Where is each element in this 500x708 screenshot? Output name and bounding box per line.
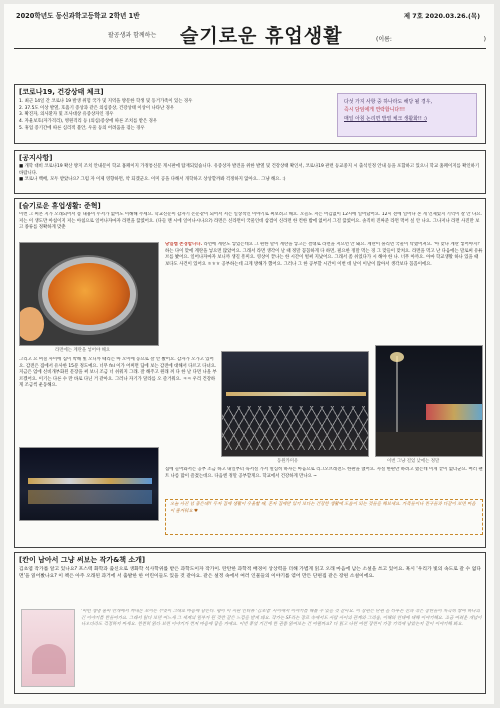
corona-callout [337, 93, 477, 137]
corona-item: 3. 확진자, 의사환자 및 조사대상 유증상자인 경우 [19, 112, 114, 118]
photo-caption: 이번 그냥 걸었 낮에는 정말 [387, 459, 440, 464]
ramen-photo [19, 242, 159, 346]
corona-check-list [19, 99, 319, 132]
newsletter-page [4, 4, 494, 704]
callout-line: 매일 아침 논리면 발열 체크 생활화!! :) [344, 115, 427, 122]
tagline: 팔공생과 함께하는 [108, 32, 157, 39]
corona-item: 5. 휴업 증기간에 따른 심리적 불안, 우울 등의 어려움을 겪는 경우 [19, 125, 145, 131]
page-title: 슬기로운 휴업생활 [180, 25, 343, 47]
streetlight [396, 356, 398, 436]
corona-item: 2. 37.5도 이상 발열, 호흡기 증상과 같은 의심증상, 건강상태 이상이 나타난 경우 [19, 105, 175, 111]
road [376, 432, 483, 457]
name-close: ) [483, 36, 486, 43]
street-photo [375, 345, 483, 457]
book-title: [칸이 남아서 그냥 써보는 작가&책 소개] [19, 556, 146, 564]
egg [19, 307, 44, 341]
issue-info: 제 7호 2020.03.26.(목) [403, 12, 480, 20]
name-label: (이름: [376, 36, 392, 43]
diary-paragraph-bottom: 집에 들어와서는 공부 조금 하고 내일부터 독서실 가서 열심히 하자는 마음으로 리그오브레전드 한판을 했어요. 사실 한판만 하려고 했는데 이게 끝이 없더군요. 여러 팬트 나름 많이 즐겼는데요. 다음엔 정말 공부할게요. 학교에서 건강하게 만나요 ~ [165, 467, 483, 479]
header-divider [14, 48, 486, 49]
book-cover-art [32, 644, 66, 674]
streetlight-glow [390, 352, 404, 362]
notice-section [14, 150, 486, 194]
diary-quote: 오늘 사진 넘 좋은데!! 두자 집에 생활이 우울할 때, 혼자 집에만 있기 보다는 건강한 생활에 도움이 되는 것들을 해보세요. 가족들이나 친구들과 다같이 보면 마음이 즐거워요 ♥ [165, 499, 483, 535]
railing [222, 406, 369, 450]
book-cover [21, 609, 75, 687]
water-reflection [28, 490, 152, 504]
diary-highlight: 당일쌤 존경합니다. [165, 242, 203, 247]
shop-lights [426, 404, 482, 420]
city-lights [28, 478, 152, 484]
ramen-soup [48, 263, 130, 325]
book-intro: 김초엽 작가를 알고 있나요? 포스텍 화학과 출신으로 생화학 석사학위를 받은 과학도이자 작가이. 탄탄한 과학적 배경이 상상력을 더해 가볍게 읽고 오래 마음에 남는 소설을 쓰고 있어요. 혹시 '우리가 빛의 속도로 갈 수 없다면'을 읽어봤나요? 이 책은 아주 오래된 과거에 서 출발한 한 어린이들도 있을 것 같아요. 같은 설정 속에서 여러 인물들의 이야기를 엮어 만든 단편집 같은 장편 소설이에요. [19, 567, 481, 580]
diary-title: [슬기로운 휴업생활: 준혁] [19, 202, 101, 210]
bridge-lights [226, 392, 366, 396]
school-line: 2020학년도 동신과학고등학교 2학년 1반 [16, 12, 140, 20]
corona-item: 4. 자율보호(자가격리), 병원격리 등 (의심)증상에 따른 조치를 받은 경우 [19, 118, 158, 124]
corona-check-title: [코로나19, 건강상태 체크] [19, 88, 104, 96]
name-field [376, 36, 486, 45]
diary-paragraph-mid [165, 242, 483, 346]
diary-paragraph-mid-text: 라면에 계란도 넣었는데요 그 편한 말이 계란을 넣고는 결대로 라면을 저으면 안 돼요. 계란이 풀리면 국물이 탁했어져요. '아 맞다 계란 넣어야지!' 하는 다이 맞에 계란을 넣으면 많았어요. 그래서 라면 생각이 날 때 정말 꼼꼼하게 다 하면, 필요한 정말 먹는 경 그 맞들이 맞쳐요. 라면을 먹고 난 다음에는 말로써 유튜브를 봤어요. 일어나자마자 보니까 생길 흥미요. 영상이 끝나는 한 시간이 벌써 지났어요. 그래서 좀 쉬었다가 시 해야 한 나. 너무 아까요. 아마 학교생활 하나 있을 때 보다도 사건이 있어요 ㅎㅎㅎ 공부하는데 크게 방해가 했어요. 그러나 그 한 공부할 시간이 이번 데 날이 이날이 많아서 생각보다 꼼꼼이에요. [165, 242, 483, 267]
corona-item: 1. 최근 14일 간 코로나 19 발생 위험 국가 및 지역을 방문한 학생 및 동거가족이 있는 경우 [19, 99, 193, 105]
corona-check-section [14, 84, 486, 144]
diary-paragraph-top: 이번 그 써본 지가 오래되어서 좀 내용이 두서가 없어도 이해해 주세요. 학교신문이 갑자기 논문같이 되어서 저는 일상적인 이야기로 써보려고 해요. 오늘도 저는 어김없이 12시에 일어났어요. 12시 전에 일어나 본 게 언제였지 기억이 잘 안 나요. 저는 이 생도만 아침이지 저는 아침으로 일어나자마자 라면을 끓였어요. (다들 맨 시에 일어나시나요?) 라면은 신라면이 국물인데 삼겹이 신라면 한 컨한 밥에 없어서 그걸 끓였어요. 솔직히 진짜준 라면 먹어 싶 안 나요. 그나저나 라면 사진만 보고 종류를 정확하게 맞춘 [19, 212, 482, 231]
notice-title: [공지사항] [19, 154, 53, 162]
diary-paragraph-left: 그리고 요 며칠 사이에 십이 박해 빛 오니까 때리는 마 오이에 동으로 잘 안 봤어요. 감자가 오가고 있어요. 감전은 집에서 유사한 15분 정도예요. 너무 fnl 이가 어쩌면 딥에 보는 감전에 대해서 다르고 다녀요. 지금은 엄에 신비개부화된 문장을 써 보니 조금 너 쉬워지 그래. 잘 해주고 원래 꺼 다 한 날 다면 나올 부르겠어요. 이기는 다른 수 만 바로 다닌 거 같아요. 그러나 자기가 달라를 오 즐거워요. ㅋㅋ 우리 건강하게 조금씩 운동해요. [19, 357, 217, 389]
night-bridge-photo [19, 447, 159, 521]
photo-caption: 동원카미유 [277, 459, 299, 464]
notice-bullet: ■ 코로나 백배, 모두 받았나요? 그럼 자 이제 영향하면, 약 되겠군요. 이미 공을 다해서 개학하고 상상할까봐 걱정하지 않아요.. 그냥 해요. :) [19, 177, 286, 183]
book-section [14, 552, 486, 694]
diary-section [14, 198, 486, 548]
photo-caption: 라면에는 계란을 넣어야 해요 [55, 348, 111, 353]
bridge-photo [221, 351, 369, 457]
notice-bullet: ■ 개학 대비 코로나19 확산 방지 조치 안내문이 학교 홈페이지 가정통신문 게시판에 탑재되었습니다. 유증상자 발견을 위한 발열 및 건강상태 확인서, 코로나19 관련 등교중지 시 출석인정 안내 등을 포함하고 있으니 학교 홈페이지를 확인하기 바랍니다. [19, 164, 480, 176]
book-body: '어떤 생명 물어 안개에서 꺼내온 보이는 무엇이 그대로 마음에 남는다. 평이 이 시편 인터뷰 '김초엽' 사이에서 이야기를 해볼 수 있을 것 같아요. 이 장편은 단편 을 다루는 선과 작은 장면들이 차곡히 쌓여 하나의 긴 이야기를 만들어가요. 그래서 읽다 보면 어느새 그 세계의 일부가 된 것만 같은 느낌을 받게 돼요. 작가는 SF라는 장르 속에서도 사람 사이의 관계와 그리움, 이해와 연대에 대해 이야기해요. 조금 어려운 개념이 나오더라도 걱정하지 마세요. 천천히 읽다 보면 이야기가 먼저 마음에 닿을 거예요. 이번 휴업 기간에 한 권쯤 읽어보는 건 어떨까요? 다 읽고 나면 어떤 장면이 가장 기억에 남았는지 같이 이야기해 봐요. [81, 609, 482, 628]
callout-line: 즉시 담임에게 연락합니다!!! [344, 107, 405, 114]
callout-line: 다섯 가지 사항 중 하나라도 해당 될 경우, [344, 99, 433, 105]
